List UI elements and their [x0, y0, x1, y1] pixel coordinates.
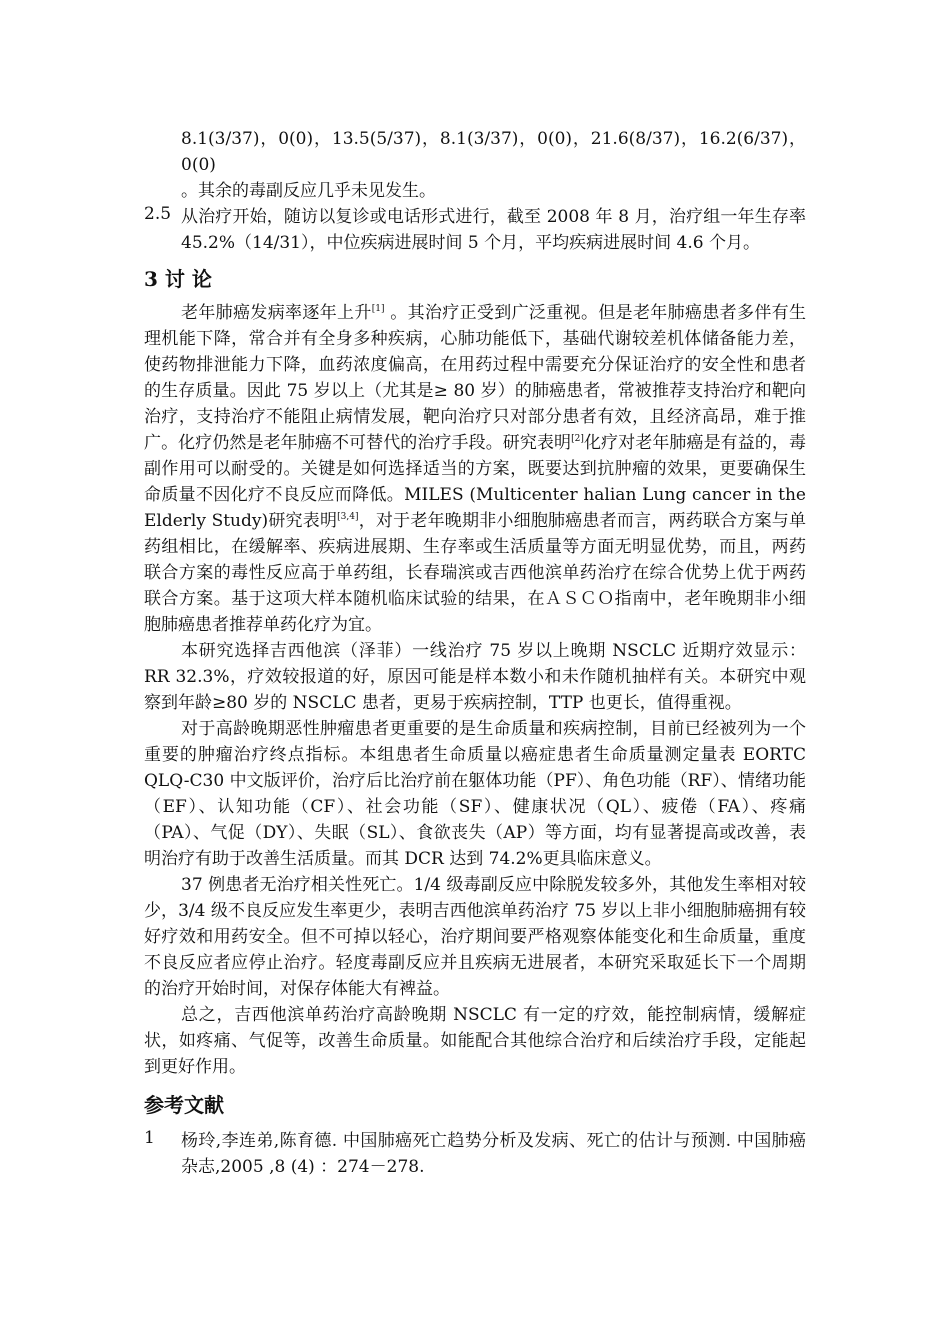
reference-number: 1	[144, 1128, 155, 1148]
paragraph-text: 老年肺癌发病率逐年上升	[181, 303, 372, 323]
discussion-paragraph-3: 对于高龄晚期恶性肿瘤患者更重要的是生命质量和疾病控制，目前已经被列为一个重要的肿瘤治疗终点指标。本组患者生命质量以癌症患者生命质量测定量表 EORTC QLQ-C30 中文版评价，治疗后比治疗前在躯体功能（PF）、角色功能（RF）、情绪功能（EF）、认知功能（CF）、社会功能（SF）、健康状况（QL）、疲倦（FA）、疼痛（PA）、气促（DY）、失眠（SL）、食欲丧失（AP）等方面，均有显著提高或改善，表明治疗有助于改善生活质量。而其 DCR 达到 74.2%更具临床意义。	[144, 719, 806, 869]
discussion-paragraph-2: 本研究选择吉西他滨（泽菲）一线治疗 75 岁以上晚期 NSCLC 近期疗效显示：RR 32.3%，疗效较报道的好，原因可能是样本数小和未作随机抽样有关。本研究中观察到年龄≥80 岁的 NSCLC 患者，更易于疾病控制，TTP 也更长，值得重视。	[144, 641, 806, 713]
discussion-paragraph-5: 总之，吉西他滨单药治疗高龄晚期 NSCLC 有一定的疗效，能控制病情，缓解症状，如疼痛、气促等，改善生命质量。如能配合其他综合治疗和后续治疗手段，定能起到更好作用。	[144, 1005, 806, 1077]
paragraph-text: ，对于老年晚期非小细胞肺癌患者而言，两药联合方案与单药组相比，在缓解率、疾病进展期、生存率或生活质量等方面无明显优势，而且，两药联合方案的毒性反应高于单药组，长春瑞滨或吉西他滨单药治疗在综合优势上优于两药联合方案。基于这项大样本随机临床试验的结果，在ＡＳＣＯ指南中，老年晚期非小细胞肺癌患者推荐单药化疗为宜。	[144, 511, 806, 635]
results-continuation-line-2: 。其余的毒副反应几乎未见发生。	[181, 181, 436, 201]
results-item-2-5	[144, 204, 806, 256]
citation-ref: [1]	[371, 304, 385, 314]
paragraph-text: 。其治疗正受到广泛重视。但是老年肺癌患者多伴有生理机能下降，常合并有全身多种疾病，心肺功能低下，基础代谢较差机体储备能力差，使药物排泄能力下降，血药浓度偏高，在用药过程中需要充分保证治疗的安全性和患者的生存质量。因此 75 岁以上（尤其是≥ 80 岁）的肺癌患者，常被推荐支持治疗和靶向治疗，支持治疗不能阻止病情发展，靶向治疗只对部分患者有效，且经济高昂，难于推广。化疗仍然是老年肺癌不可替代的治疗手段。研究表明	[144, 303, 807, 453]
item-number: 2.5	[144, 204, 172, 224]
paragraph-text: 化疗对老年肺癌是有益的，毒副作用可以耐受的。关键是如何选择适当的方案，既要达到抗肿瘤的效果，更要确保生命质量不因化疗不良反应而降低。MILES (Multicenter halian Lung cancer in the Elderly Study)研究表明	[144, 433, 807, 531]
document-body	[144, 126, 806, 1180]
results-continuation-line-1: 8.1(3/37)，0(0)，13.5(5/37)，8.1(3/37)，0(0)，21.6(8/37)，16.2(6/37)，0(0)	[181, 129, 806, 175]
reference-item	[144, 1128, 806, 1180]
references-heading: 参考文献	[144, 1093, 224, 1117]
citation-ref: [3,4]	[337, 512, 359, 522]
discussion-paragraph-1	[144, 300, 806, 638]
discussion-paragraph-4: 37 例患者无治疗相关性死亡。1/4 级毒副反应中除脱发较多外，其他发生率相对较少，3/4 级不良反应发生率更少，表明吉西他滨单药治疗 75 岁以上非小细胞肺癌拥有较好疗效和用药安全。但不可掉以轻心，治疗期间要严格观察体能变化和生命质量，重度不良反应者应停止治疗。轻度毒副反应并且疾病无进展者，本研究采取延长下一个周期的治疗开始时间，对保存体能大有裨益。	[144, 875, 806, 999]
section-heading-discussion: 3 讨 论	[144, 267, 212, 291]
citation-ref: [2]	[571, 434, 584, 444]
item-text: 从治疗开始，随访以复诊或电话形式进行，截至 2008 年 8 月，治疗组一年生存率 45.2%（14/31），中位疾病进展时间 5 个月，平均疾病进展时间 4.6 个月。	[181, 207, 806, 253]
reference-text: 杨玲,李连弟,陈育德. 中国肺癌死亡趋势分析及发病、死亡的估计与预测. 中国肺癌杂志,2005 ,8 (4) ：274－278.	[181, 1131, 806, 1177]
